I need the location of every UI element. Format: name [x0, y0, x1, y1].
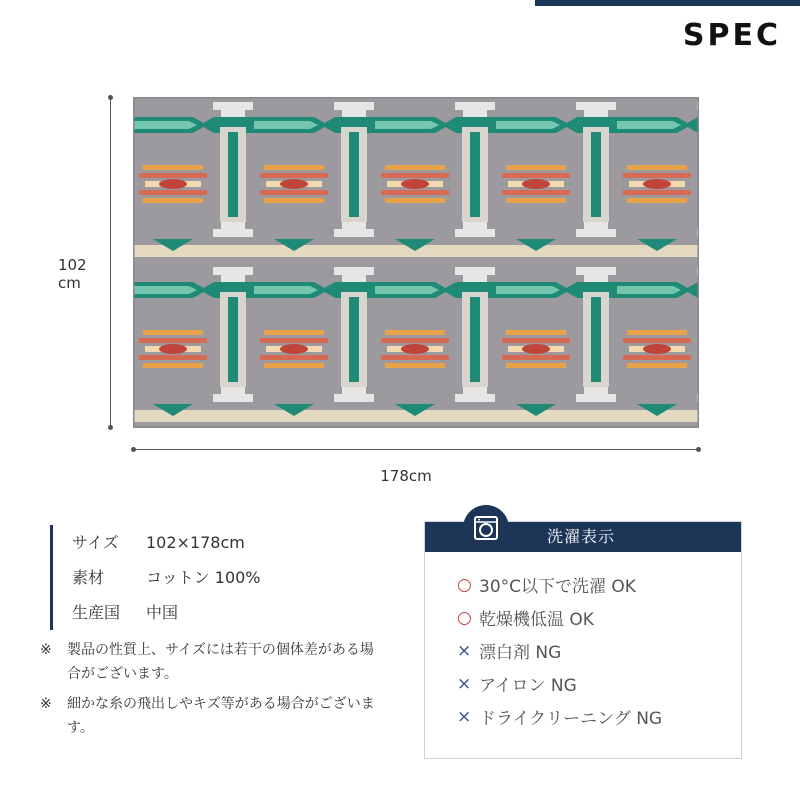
note-mark: ※	[40, 642, 52, 658]
washing-machine-icon	[463, 505, 509, 551]
spec-table	[50, 525, 261, 630]
ng-cross-icon: ×	[457, 706, 472, 727]
care-item	[457, 667, 741, 700]
spec-row	[72, 525, 261, 560]
care-list	[425, 552, 741, 733]
ng-cross-icon: ×	[457, 673, 472, 694]
width-dimension-line	[133, 449, 699, 450]
care-title: 洗濯表示	[425, 522, 741, 552]
height-unit: cm	[58, 274, 81, 292]
note-item	[40, 692, 380, 740]
care-instructions-box	[424, 521, 742, 759]
care-item	[457, 634, 741, 667]
spec-value: 102×178cm	[146, 533, 245, 552]
top-accent-bar	[535, 0, 800, 6]
spec-value: 中国	[146, 603, 179, 622]
spec-value: コットン 100%	[146, 568, 261, 587]
dimension-cap	[131, 447, 136, 452]
care-text: アイロン NG	[479, 676, 577, 696]
spec-key: 生産国	[72, 603, 121, 622]
ok-circle-icon: ○	[457, 607, 472, 628]
page-title: SPEC	[682, 18, 781, 53]
spec-key: サイズ	[72, 533, 119, 552]
height-label	[58, 256, 98, 292]
ng-cross-icon: ×	[457, 640, 472, 661]
care-text: 30°C以下で洗濯 OK	[479, 577, 636, 597]
height-value: 102	[58, 256, 87, 274]
spec-row	[72, 560, 261, 595]
care-text: 乾燥機低温 OK	[479, 610, 594, 630]
care-text: 漂白剤 NG	[479, 643, 562, 663]
width-label: 178cm	[380, 467, 432, 485]
note-item	[40, 638, 380, 686]
notes-section	[40, 638, 380, 746]
height-dimension-line	[110, 97, 111, 428]
note-mark: ※	[40, 696, 52, 712]
towel-image	[133, 97, 699, 428]
towel-pattern	[133, 97, 699, 428]
dimension-cap	[696, 447, 701, 452]
ok-circle-icon: ○	[457, 574, 472, 595]
care-item	[457, 601, 741, 634]
note-text: 製品の性質上、サイズには若干の個体差がある場合がございます。	[67, 642, 374, 682]
dimension-cap	[108, 425, 113, 430]
note-text: 細かな糸の飛出しやキズ等がある場合がございます。	[67, 696, 375, 736]
dimension-cap	[108, 95, 113, 100]
care-item	[457, 700, 741, 733]
care-item	[457, 568, 741, 601]
spec-key: 素材	[72, 568, 105, 587]
spec-row	[72, 595, 261, 630]
care-text: ドライクリーニング NG	[479, 709, 663, 729]
